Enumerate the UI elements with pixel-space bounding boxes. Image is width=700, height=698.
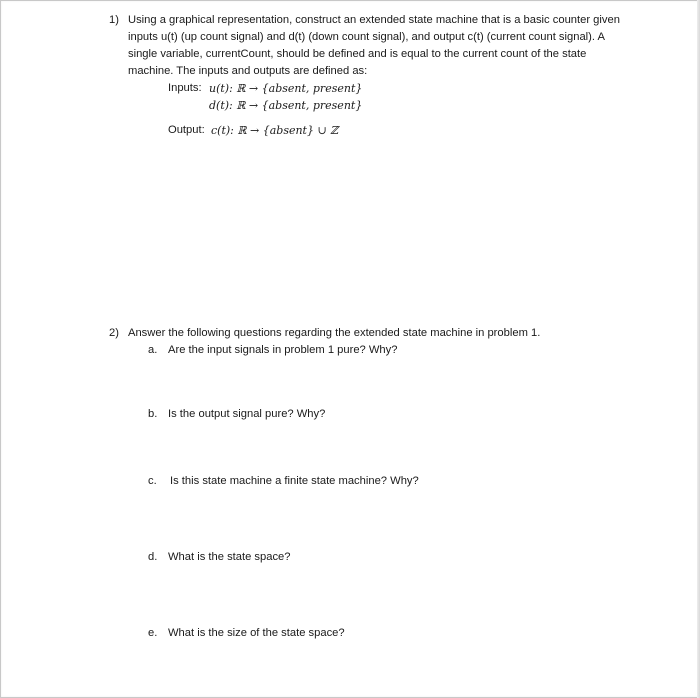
inputs-label: Inputs: [168,82,202,94]
question-a-text: Are the input signals in problem 1 pure? Why? [168,344,398,356]
output-c-definition: c(t): ℝ → {absent} ∪ ℤ [211,124,339,137]
question-a-letter: a. [148,344,158,356]
problem-2-intro: Answer the following questions regarding the extended state machine in problem 1. [128,327,541,339]
question-c-text: Is this state machine a finite state machine? Why? [170,475,419,487]
problem-2-number: 2) [109,327,119,339]
question-d-text: What is the state space? [168,551,291,563]
problem-1-line-4: machine. The inputs and outputs are defined as: [128,65,368,77]
problem-1-line-2: inputs u(t) (up count signal) and d(t) (down count signal), and output c(t) (current count signal). A [128,31,605,43]
question-e-text: What is the size of the state space? [168,627,345,639]
output-label: Output: [168,124,205,136]
question-b-text: Is the output signal pure? Why? [168,408,326,420]
input-d-definition: d(t): ℝ → {absent, present} [209,99,363,112]
question-b-letter: b. [148,408,158,420]
problem-1-number: 1) [109,14,119,26]
question-c-letter: c. [148,475,157,487]
problem-1-line-3: single variable, currentCount, should be defined and is equal to the current count of the state [128,48,587,60]
problem-1-line-1: Using a graphical representation, construct an extended state machine that is a basic counter given [128,14,620,26]
question-e-letter: e. [148,627,158,639]
input-u-definition: u(t): ℝ → {absent, present} [209,82,363,95]
question-d-letter: d. [148,551,158,563]
